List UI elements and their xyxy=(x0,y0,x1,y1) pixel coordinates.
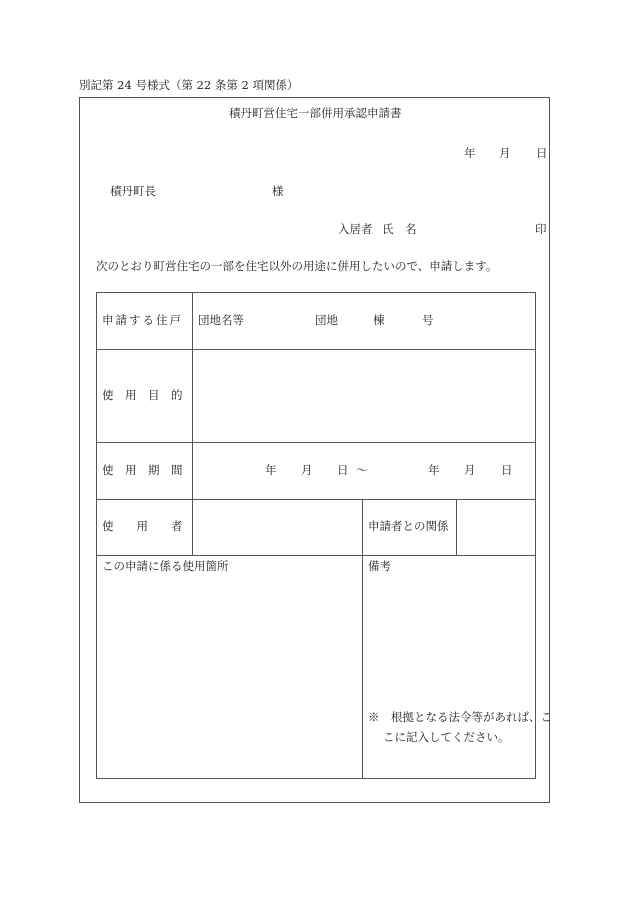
date-day: 日 xyxy=(536,146,548,160)
residence-label: 申請する住戸 xyxy=(102,313,183,327)
period-start-month: 月 xyxy=(301,463,313,477)
row-divider xyxy=(96,499,536,500)
period-tilde: ～ xyxy=(356,463,368,477)
period-end-day: 日 xyxy=(501,463,513,477)
form-title: 積丹町営住宅一部併用承認申請書 xyxy=(229,106,402,120)
purpose-label: 使 用 目 的 xyxy=(102,388,183,402)
addressee-honorific: 様 xyxy=(272,184,284,198)
relation-value-divider xyxy=(456,499,457,555)
building-unit: 棟 xyxy=(373,313,385,327)
label-column-divider xyxy=(192,292,193,555)
row-divider xyxy=(96,555,536,556)
addressee-name: 積丹町長 xyxy=(110,184,156,198)
danchi-label: 団地名等 xyxy=(198,313,244,327)
row-divider xyxy=(96,442,536,443)
row-divider xyxy=(96,349,536,350)
form-number: 別記第 24 号様式（第 22 条第 2 項関係） xyxy=(79,78,299,92)
seal-mark: 印 xyxy=(535,222,547,236)
applicant-name-label: 氏 名 xyxy=(382,222,417,236)
intro-text: 次のとおり町営住宅の一部を住宅以外の用途に併用したいので、申請します。 xyxy=(96,259,498,273)
relation-column-divider xyxy=(362,499,363,779)
period-start-year: 年 xyxy=(265,463,277,477)
application-table xyxy=(96,292,536,779)
applicant-label: 入居者 xyxy=(338,222,373,236)
danchi-unit: 団地 xyxy=(315,313,338,327)
period-end-month: 月 xyxy=(464,463,476,477)
period-end-year: 年 xyxy=(428,463,440,477)
remarks-label: 備考 xyxy=(368,559,391,573)
period-start-day: 日 xyxy=(337,463,349,477)
user-label: 使 用 者 xyxy=(102,519,183,533)
room-unit: 号 xyxy=(422,313,434,327)
date-year: 年 xyxy=(464,146,476,160)
date-month: 月 xyxy=(499,146,511,160)
remarks-note: ※ 根拠となる法令等があれば、ここに記入してください。 xyxy=(368,710,552,744)
relation-label: 申請者との関係 xyxy=(368,519,449,533)
location-label: この申請に係る使用箇所 xyxy=(102,559,229,573)
period-label: 使 用 期 間 xyxy=(102,463,183,477)
